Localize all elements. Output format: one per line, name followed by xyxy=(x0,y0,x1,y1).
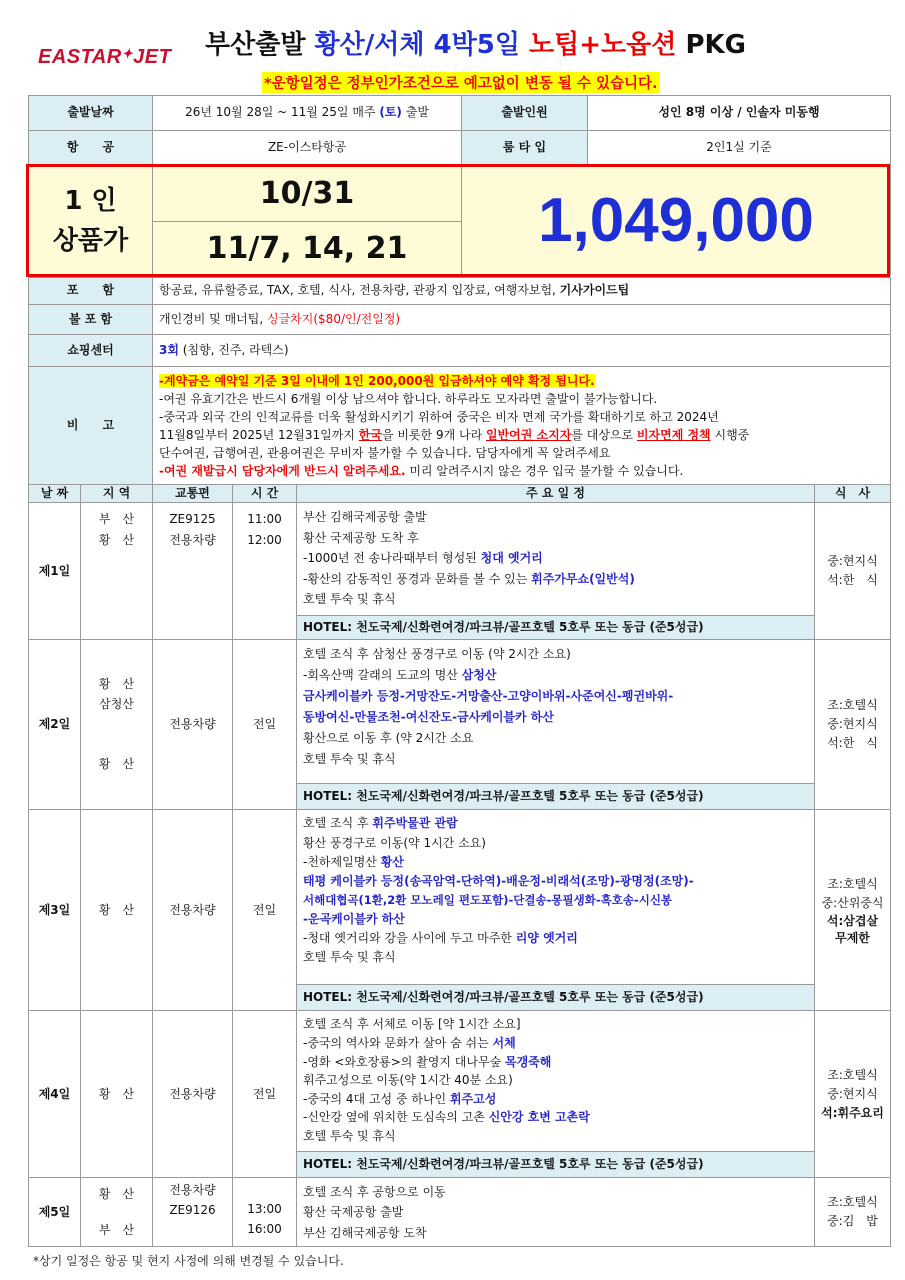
room-type-value: 2인1실 기준 xyxy=(588,131,891,166)
price-table xyxy=(28,166,891,276)
day-1-row: 제1일 부 산 황 산 ZE9125 전용차량 11:00 12:00 부산 김해국제공항 출발 황산 국제공항 도착 후 -1000년 전 송나라때부터 형성된 청대 옛거리 -황산의 감동적인 풍경과 문화를 볼 수 있는 휘주가무쇼(일반석) 호텔 투숙 및 휴식 중:현지식 석:한 식 xyxy=(29,503,891,616)
remarks-value: -계약금은 예약일 기준 3일 이내에 1인 200,000원 입금하셔야 예약 확정 됩니다. -여권 유효기간은 반드시 6개월 이상 남으셔야 합니다. 하루라도 모자라면 출발이 불가능합니다. -중국과 외국 간의 인적교류를 더욱 활성화시키기 위하여 중국은 비자 면제 국가를 확대하기로 하고 2024년 11월8일부터 2025년 12월31일까지 한국을 비롯한 9개 나라 일반여권 소지자를 대상으로 비자면제 정책 시행중 단수여권, 급행여권, 관용여권은 무비자 불가할 수 있습니다. 담당자에게 꼭 알려주세요 -여권 재발급시 담당자에게 반드시 알려주세요. 미리 알려주시지 않은 경우 입국 불가할 수 있습니다. xyxy=(153,367,891,485)
schedule-notice: *운항일정은 정부인가조건으로 예고없이 변동 될 수 있습니다. xyxy=(262,72,660,93)
details-table xyxy=(28,277,891,485)
hotel-line: HOTEL: 천도국제/신화련여경/파크뷰/골프호텔 5호루 또는 동급 (준5성급) xyxy=(297,616,815,640)
remarks-label: 비 고 xyxy=(29,367,153,485)
depart-date-label: 출발날짜 xyxy=(29,96,153,131)
hotel-line: HOTEL: 천도국제/신화련여경/파크뷰/골프호텔 5호루 또는 동급 (준5성급) xyxy=(297,1152,815,1178)
hotel-line: HOTEL: 천도국제/신화련여경/파크뷰/골프호텔 5호루 또는 동급 (준5성급) xyxy=(297,985,815,1011)
schedule-table xyxy=(28,484,891,1247)
price-date-1: 10/31 xyxy=(153,167,462,222)
people-label: 출발인원 xyxy=(462,96,588,131)
hotel-line: HOTEL: 천도국제/신화련여경/파크뷰/골프호텔 5호루 또는 동급 (준5성급) xyxy=(297,784,815,810)
schedule-header-row: 날 짜 지 역 교통편 시 간 주 요 일 정 식 사 xyxy=(29,485,891,503)
room-type-label: 룸 타 입 xyxy=(462,131,588,166)
price-label: 1 인 상품가 xyxy=(29,167,153,276)
day-2-row: 제2일 황 산 삼청산 황 산 전용차량 전일 호텔 조식 후 삼청산 풍경구로 이동 (약 2시간 소요) -회옥산맥 갈래의 도교의 명산 삼청산 금사케이블카 등정-거망잔도-거망출산-고양이바위-사준여신-펭귄바위- 동방여신-만물조천-여신잔도-금사케이블카 하산 황산으로 이동 후 (약 2시간 소요 호텔 투숙 및 휴식 조:호텔식 중:현지식 석:한 식 xyxy=(29,640,891,784)
eastar-jet-logo: EASTAR✦JET xyxy=(38,46,172,68)
day-4-row: 제4일 황 산 전용차량 전일 호텔 조식 후 서체로 이동 [약 1시간 소요] -중국의 역사와 문화가 살아 숨 쉬는 서체 -영화 <와호장룡>의 촬영지 대나무숲 목갱죽해 휘주고성으로 이동(약 1시간 40분 소요) -중국의 4대 고성 중 하나인 휘주고성 -신안강 옆에 위치한 도심속의 고촌 신안강 호변 고촌락 호텔 투숙 및 휴식 조:호텔식 중:현지식 석:휘주요리 xyxy=(29,1011,891,1152)
page-title: 부산출발 황산/서체 4박5일 노팁+노옵션 PKG xyxy=(205,30,746,60)
include-label: 포 함 xyxy=(29,278,153,305)
info-table xyxy=(28,95,891,166)
airline-value: ZE-이스타항공 xyxy=(153,131,462,166)
people-value: 성인 8명 이상 / 인솔자 미동행 xyxy=(588,96,891,131)
airline-label: 항 공 xyxy=(29,131,153,166)
price-date-2: 11/7, 14, 21 xyxy=(153,222,462,276)
shopping-value: 3회 (침향, 진주, 라텍스) xyxy=(153,335,891,367)
footer-note: *상기 일정은 항공 및 현지 사정에 의해 변경될 수 있습니다. xyxy=(33,1254,344,1268)
include-value: 항공료, 유류할증료, TAX, 호텔, 식사, 전용차량, 관광지 입장료, 여행자보험, 기사가이드팁 xyxy=(153,278,891,305)
day-5-row: 제5일 황 산 부 산 전용차량 ZE9126 13:00 16:00 호텔 조식 후 공항으로 이동 황산 국제공항 출발 부산 김해국제공항 도착 조:호텔식 중:김 밥 xyxy=(29,1178,891,1247)
exclude-label: 불 포 함 xyxy=(29,305,153,335)
depart-date-value: 26년 10월 28일 ~ 11월 25일 매주 (토) 출발 xyxy=(153,96,462,131)
price-amount: 1,049,000 xyxy=(462,167,891,276)
star-icon: ✦ xyxy=(121,46,134,61)
exclude-value: 개인경비 및 매너팁, 싱글차지($80/인/전일정) xyxy=(153,305,891,335)
shopping-label: 쇼핑센터 xyxy=(29,335,153,367)
day-3-row: 제3일 황 산 전용차량 전일 호텔 조식 후 휘주박물관 관람 황산 풍경구로 이동(약 1시간 소요) -천하제일명산 황산 태평 케이블카 등정(송곡암역-단하역)-배운정-비래석(조망)-광명정(조망)- 서해대협곡(1환,2환 모노레일 편도포함)-단결송-몽필생화-흑호송-시신봉 -운곡케이블카 하산 -청대 옛거리와 강을 사이에 두고 마주한 리양 옛거리 호텔 투숙 및 휴식 조:호텔식 중:산위중식 석:삼겹살 무제한 xyxy=(29,810,891,985)
